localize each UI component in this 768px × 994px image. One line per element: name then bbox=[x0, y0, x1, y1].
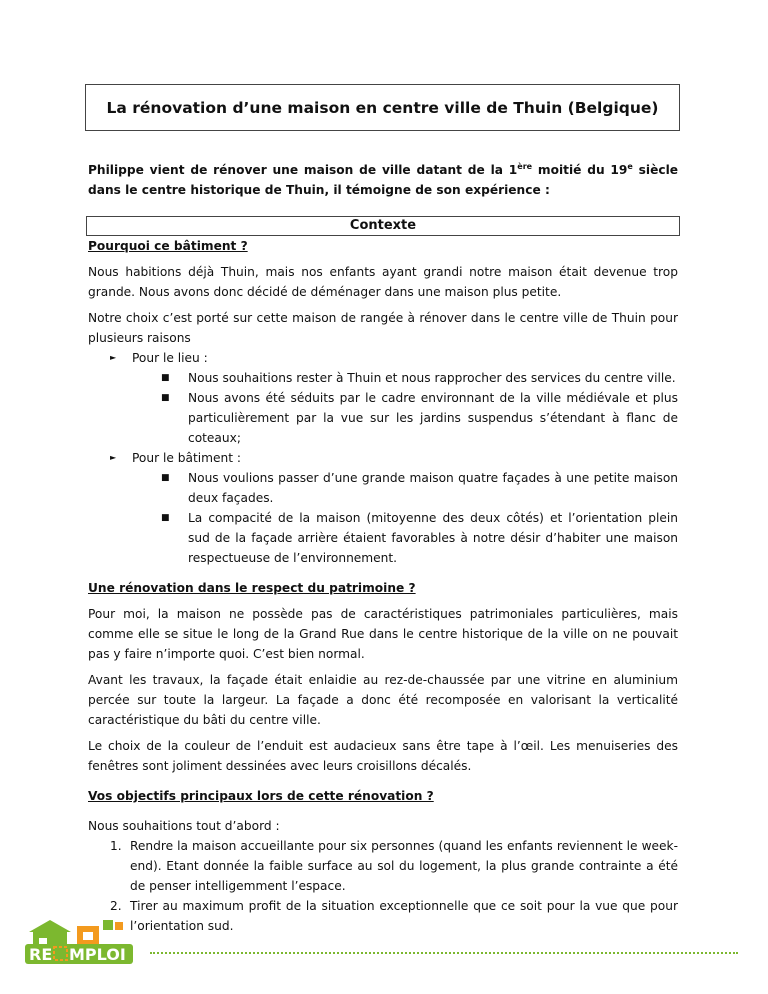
intro-superscript-1: ère bbox=[517, 162, 533, 171]
heading-pourquoi: Pourquoi ce bâtiment ? bbox=[88, 239, 248, 253]
list-item: ■ Nous souhaitions rester à Thuin et nous rapprocher des services du centre ville. bbox=[88, 368, 678, 388]
footer-dotted-line bbox=[150, 952, 738, 954]
list-item: ■ La compacité de la maison (mitoyenne des deux côtés) et l’orientation plein sud de la façade arrière étaient favorables à notre désir d’habiter une maison respectueuse de l’environnement. bbox=[88, 508, 678, 568]
intro-text-2: moitié du 19 bbox=[532, 163, 628, 177]
remploi-logo bbox=[25, 918, 137, 969]
arrow-bullet-icon: ► bbox=[110, 453, 117, 462]
list-item: ► Pour le bâtiment : bbox=[88, 448, 678, 468]
content bbox=[88, 236, 678, 936]
remploi-logo-graphic bbox=[25, 918, 137, 966]
list-item: ► Pour le lieu : bbox=[88, 348, 678, 368]
arrow-bullet-icon: ► bbox=[110, 353, 117, 362]
list-item: ■ Nous voulions passer d’une grande maison quatre façades à une petite maison deux façades. bbox=[88, 468, 678, 508]
paragraph: Avant les travaux, la façade était enlaidie au rez-de-chaussée par une vitrine en aluminium percée sur toute la largeur. La façade a donc été recomposée en valorisant la verticalité caractéristique du bâti du centre ville. bbox=[88, 673, 678, 727]
heading-patrimoine: Une rénovation dans le respect du patrimoine ? bbox=[88, 581, 416, 595]
intro-superscript-2: e bbox=[627, 162, 633, 171]
square-bullet-icon: ■ bbox=[161, 513, 170, 523]
paragraph: Pour moi, la maison ne possède pas de caractéristiques patrimoniales particulières, mais comme elle se situe le long de la Grand Rue dans le centre historique de la ville on ne pouvait pas y faire n’importe quoi. C’est bien normal. bbox=[88, 607, 678, 661]
paragraph: Nous habitions déjà Thuin, mais nos enfants ayant grandi notre maison était devenue trop grande. Nous avons donc décidé de déménager dans une maison plus petite. bbox=[88, 265, 678, 299]
square-bullet-icon: ■ bbox=[161, 473, 170, 483]
numbered-item: 1. Rendre la maison accueillante pour six personnes (quand les enfants reviennent le week-end). Etant donnée la faible surface au sol du logement, la plus grande contrainte a été de penser intelligemment l’espace. bbox=[88, 836, 678, 896]
logo-text-mploi: MPLOI bbox=[69, 945, 126, 964]
document-title: La rénovation d’une maison en centre ville de Thuin (Belgique) bbox=[106, 98, 659, 117]
heading-objectifs: Vos objectifs principaux lors de cette rénovation ? bbox=[88, 789, 434, 803]
intro-text-3: siècle dans le centre historique de Thuin, il témoigne de son expérience : bbox=[88, 163, 679, 197]
section-title-contexte: Contexte bbox=[86, 216, 680, 236]
item-number: 1. bbox=[110, 839, 122, 853]
item-number: 2. bbox=[110, 899, 122, 913]
logo-text-re: RE bbox=[29, 945, 53, 964]
intro-text-1: Philippe vient de rénover une maison de ville datant de la 1 bbox=[88, 163, 518, 177]
numbered-item: 2. Tirer au maximum profit de la situation exceptionnelle que ce soit pour la vue que pour l’orientation sud. bbox=[88, 896, 678, 936]
paragraph: Notre choix c’est porté sur cette maison de rangée à rénover dans le centre ville de Thuin pour plusieurs raisons bbox=[88, 311, 678, 345]
paragraph: Nous souhaitions tout d’abord : bbox=[88, 819, 280, 833]
paragraph: Le choix de la couleur de l’enduit est audacieux sans être tape à l’œil. Les menuiseries des fenêtres sont joliment dessinées avec leurs croisillons décalés. bbox=[88, 739, 678, 773]
intro-paragraph bbox=[88, 160, 678, 200]
title-box bbox=[85, 84, 680, 131]
square-bullet-icon: ■ bbox=[161, 393, 170, 403]
square-bullet-icon: ■ bbox=[161, 373, 170, 383]
list-item: ■ Nous avons été séduits par le cadre environnant de la ville médiévale et plus particulièrement par la vue sur les jardins suspendus s’étendant à flanc de coteaux; bbox=[88, 388, 678, 448]
